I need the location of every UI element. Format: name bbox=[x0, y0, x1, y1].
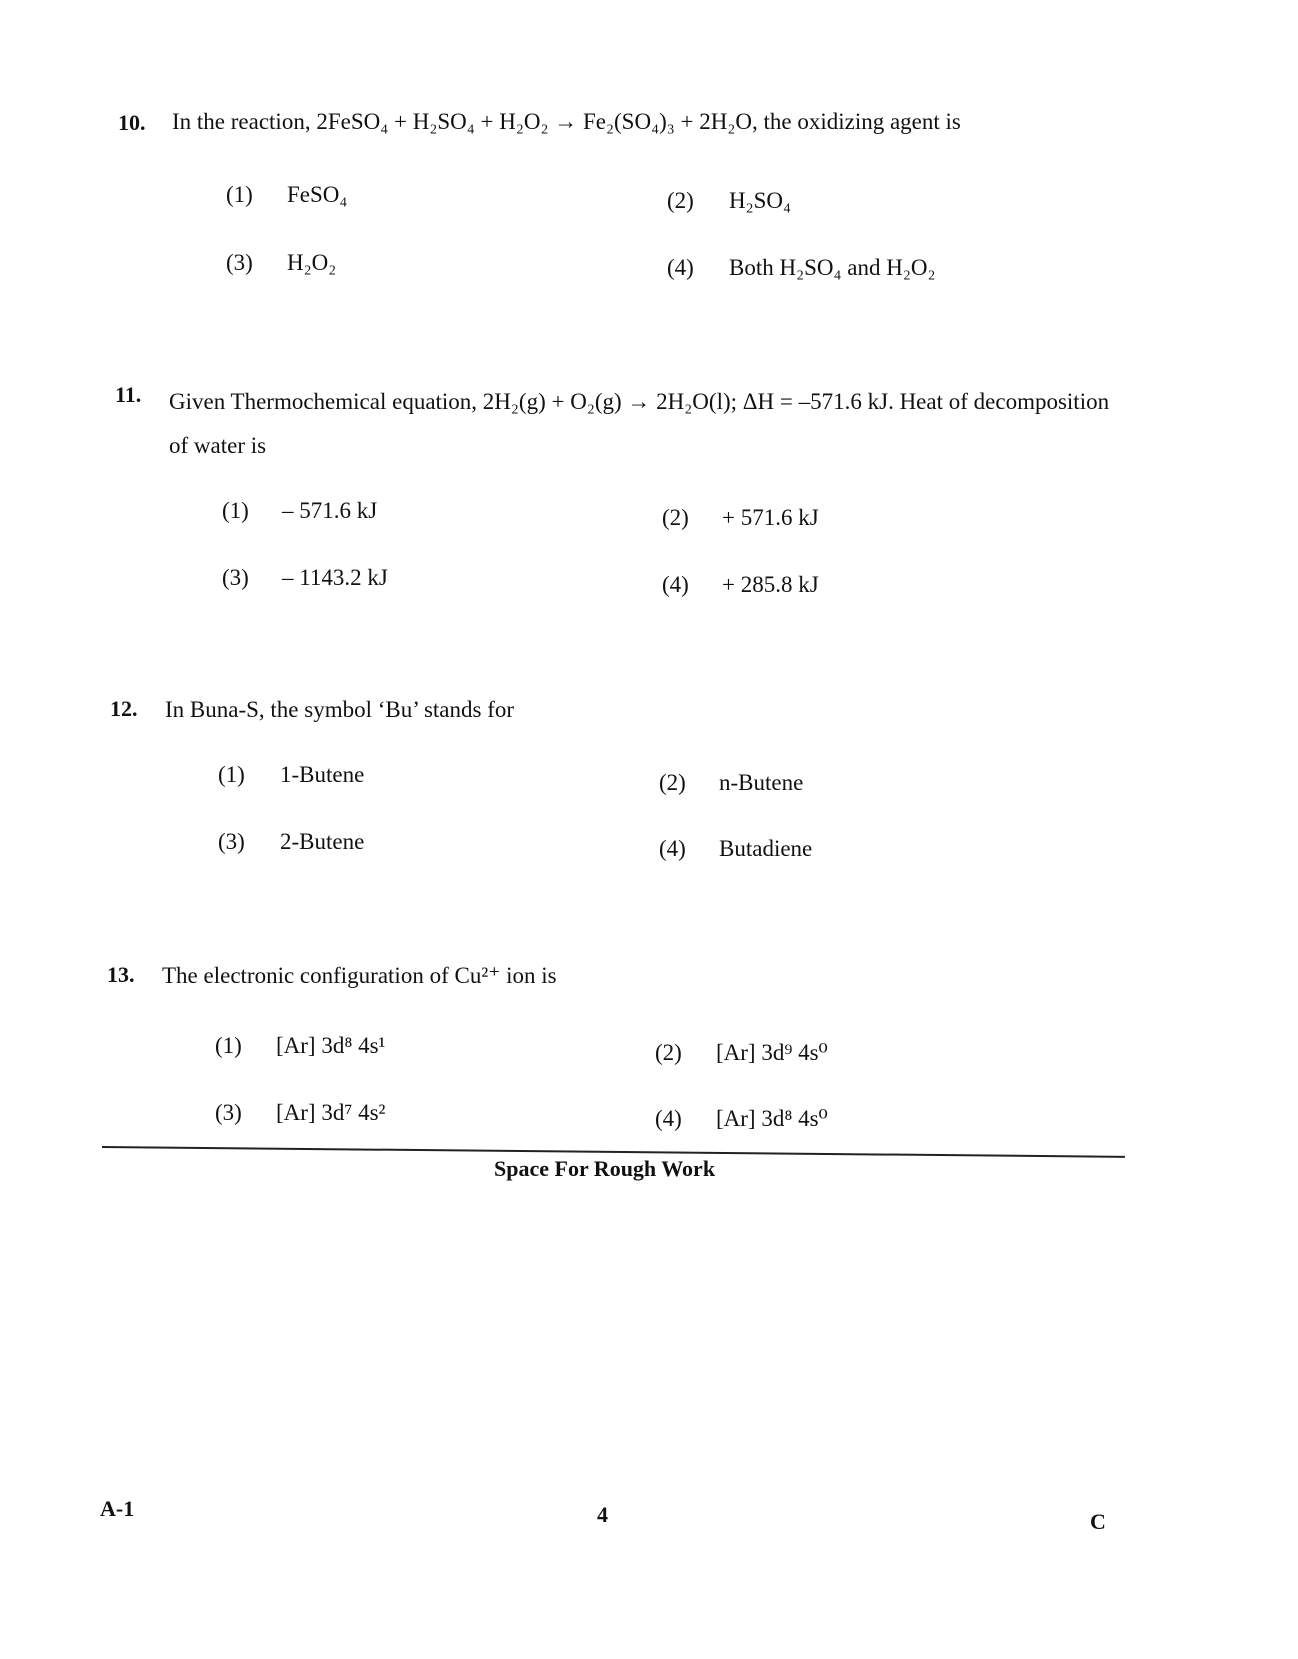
option-number: (1) bbox=[226, 182, 253, 207]
option-text: 2-Butene bbox=[280, 829, 365, 854]
option-number: (4) bbox=[655, 1106, 682, 1131]
option-number: (1) bbox=[218, 762, 245, 787]
option-text: [Ar] 3d⁷ 4s² bbox=[276, 1100, 386, 1125]
option-number: (2) bbox=[667, 188, 694, 213]
option-number: (4) bbox=[667, 255, 694, 280]
question-text: Given Thermochemical equation, 2H₂(g) + O₂(g) → 2H₂O(l); ΔH = –571.6 kJ. Heat of decomposition of water is bbox=[169, 389, 1110, 458]
option-number: (3) bbox=[215, 1100, 242, 1125]
option-number: (3) bbox=[218, 829, 245, 854]
option-text: [Ar] 3d⁸ 4s⁰ bbox=[716, 1106, 828, 1131]
option-text: – 1143.2 kJ bbox=[282, 565, 388, 590]
question-number: 12. bbox=[110, 696, 138, 721]
option-text: Both H₂SO₄ and H₂O₂ bbox=[729, 255, 936, 280]
option-text: + 571.6 kJ bbox=[722, 505, 819, 530]
option-number: (1) bbox=[215, 1033, 242, 1058]
option-number: (3) bbox=[226, 250, 253, 275]
option-number: (4) bbox=[662, 572, 689, 597]
option-text: – 571.6 kJ bbox=[282, 498, 378, 523]
option-text: [Ar] 3d⁹ 4s⁰ bbox=[716, 1040, 828, 1065]
option-number: (2) bbox=[662, 505, 689, 530]
series-letter: C bbox=[1090, 1509, 1106, 1534]
option-text: + 285.8 kJ bbox=[722, 572, 819, 597]
option-number: (2) bbox=[659, 770, 686, 795]
question-number: 10. bbox=[118, 110, 146, 135]
question-text: In the reaction, 2FeSO₄ + H₂SO₄ + H₂O₂ → Fe₂(SO₄)₃ + 2H₂O, the oxidizing agent is bbox=[172, 109, 961, 134]
option-text: H₂O₂ bbox=[287, 250, 337, 275]
question-number: 13. bbox=[107, 962, 135, 987]
option-text: 1-Butene bbox=[280, 762, 365, 787]
question-text: In Buna-S, the symbol ‘Bu’ stands for bbox=[165, 697, 515, 722]
option-text: [Ar] 3d⁸ 4s¹ bbox=[276, 1033, 386, 1058]
option-text: Butadiene bbox=[719, 836, 813, 861]
option-number: (4) bbox=[659, 836, 686, 861]
rough-work-label: Space For Rough Work bbox=[494, 1156, 716, 1181]
page-number: 4 bbox=[597, 1502, 608, 1527]
question-text: The electronic configuration of Cu²⁺ ion is bbox=[162, 963, 557, 988]
option-number: (1) bbox=[222, 498, 249, 523]
question-number: 11. bbox=[115, 382, 142, 407]
option-number: (3) bbox=[222, 565, 249, 590]
option-text: n-Butene bbox=[719, 770, 804, 795]
option-number: (2) bbox=[655, 1040, 682, 1065]
option-text: FeSO₄ bbox=[287, 182, 348, 207]
paper-code: A-1 bbox=[100, 1496, 135, 1521]
option-text: H₂SO₄ bbox=[729, 188, 792, 213]
